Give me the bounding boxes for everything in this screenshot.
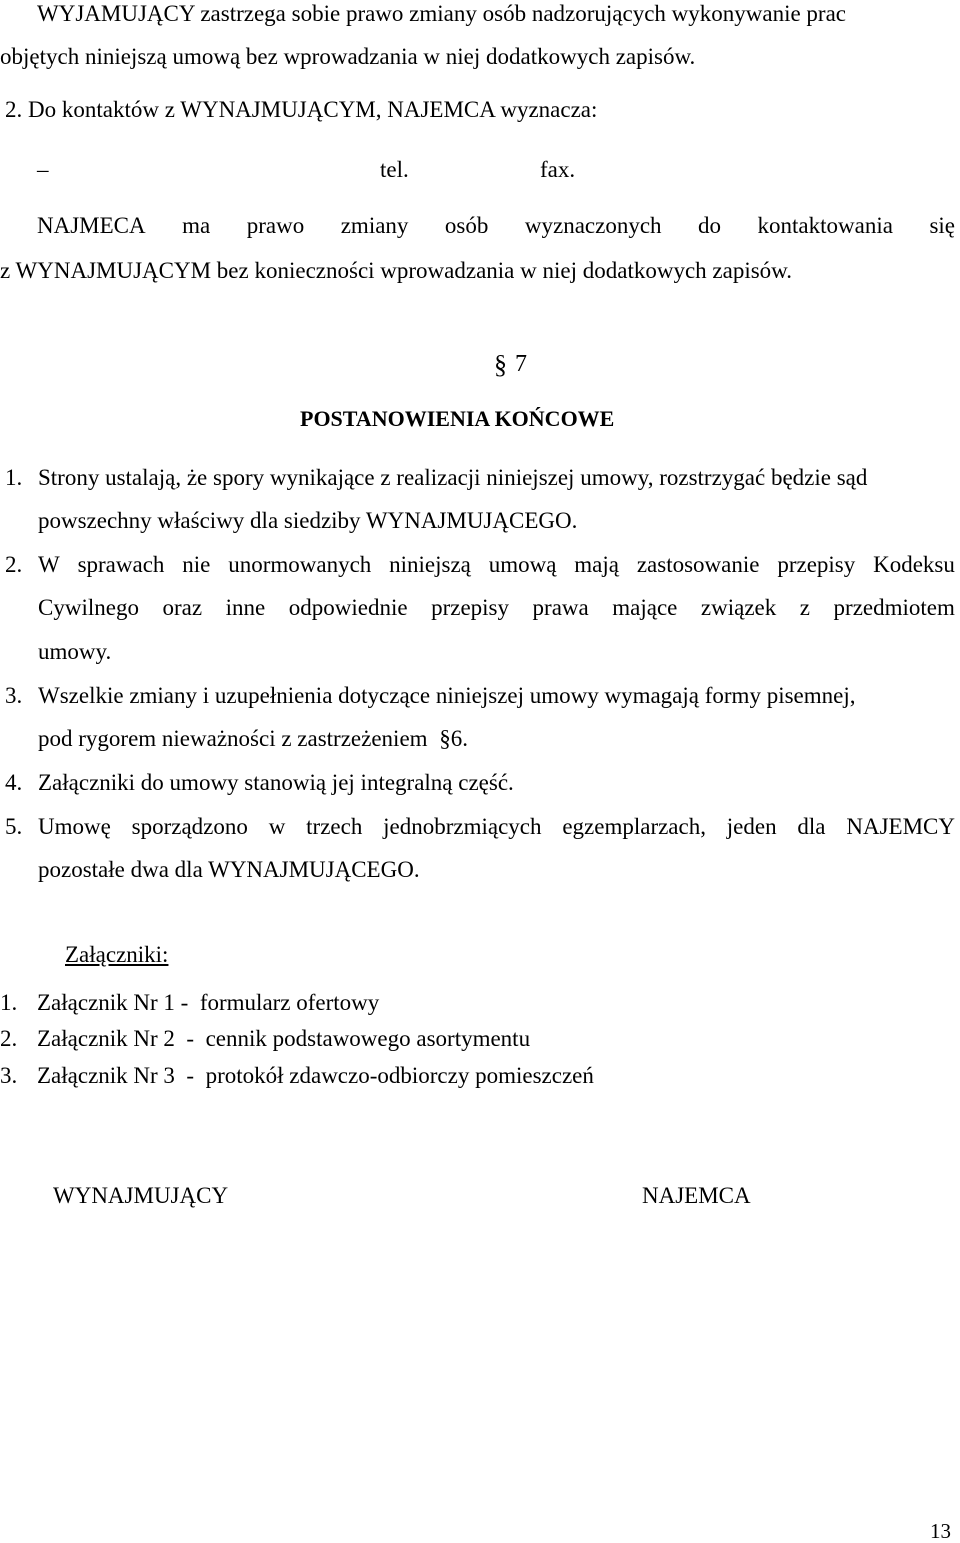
- word: jednobrzmiących: [383, 814, 542, 839]
- word: zastosowanie: [636, 552, 760, 577]
- provision-3-text: pod rygorem nieważności z zastrzeżeniem: [38, 726, 428, 751]
- word: sprawach: [77, 552, 165, 577]
- attachment-2: Załącznik Nr 2 - cennik podstawowego asortymentu: [37, 1026, 531, 1051]
- word: mające: [612, 595, 678, 620]
- section-ref: 6.: [450, 726, 469, 751]
- word: niniejszą: [389, 552, 471, 577]
- word: Umowę: [38, 814, 111, 839]
- word: unormowanych: [228, 552, 372, 577]
- word: odpowiednie: [288, 595, 408, 620]
- attachments-heading: Załączniki:: [65, 942, 169, 967]
- page-number: 13: [930, 1519, 951, 1543]
- word: egzemplarzach,: [562, 814, 706, 839]
- contact-fax: fax.: [540, 157, 576, 182]
- provision-3-line-2: [38, 727, 468, 750]
- word: wyznaczonych: [524, 213, 662, 238]
- word: W: [38, 552, 60, 577]
- word: sporządzono: [131, 814, 248, 839]
- provision-3-number: 3.: [5, 683, 23, 708]
- provision-5-number: 5.: [5, 814, 23, 839]
- word: Kodeksu: [873, 552, 955, 577]
- provision-2-line-3: umowy.: [38, 639, 112, 664]
- signature-landlord: WYNAJMUJĄCY: [53, 1183, 229, 1208]
- word: do: [698, 213, 722, 238]
- intro-line-1: WYJAMUJĄCY zastrzega sobie prawo zmiany osób nadzorujących wykonywanie prac: [37, 1, 847, 26]
- contact-tel: tel.: [380, 157, 409, 182]
- word: NAJMECA: [37, 213, 146, 238]
- word: jeden: [726, 814, 777, 839]
- word: z: [799, 595, 810, 620]
- word: nie: [182, 552, 211, 577]
- word: prawo: [246, 213, 305, 238]
- najemca-line-1: [37, 214, 955, 237]
- attachment-3-number: 3.: [0, 1063, 18, 1088]
- word: kontaktowania: [757, 213, 893, 238]
- word: mają: [574, 552, 619, 577]
- word: przepisy: [777, 552, 856, 577]
- word: ma: [182, 213, 211, 238]
- provision-4-line-1: Załączniki do umowy stanowią jej integralną część.: [38, 770, 514, 795]
- signature-tenant: NAJEMCA: [642, 1183, 751, 1208]
- word: przedmiotem: [833, 595, 955, 620]
- intro-line-2: objętych niniejszą umową bez wprowadzania w niej dodatkowych zapisów.: [0, 44, 696, 69]
- provision-1-line-1: Strony ustalają, że spory wynikające z realizacji niniejszej umowy, rozstrzygać będzie sąd: [38, 465, 868, 490]
- word: trzech: [306, 814, 363, 839]
- najemca-line-2: z WYNAJMUJĄCYM bez konieczności wprowadzania w niej dodatkowych zapisów.: [0, 258, 793, 283]
- provision-1-line-2: powszechny właściwy dla siedziby WYNAJMUJĄCEGO.: [38, 508, 578, 533]
- provision-5-line-1: [38, 815, 955, 838]
- section-sign: §: [439, 726, 451, 751]
- word: NAJEMCY: [846, 814, 955, 839]
- provision-2-line-1: [38, 553, 955, 576]
- word: Cywilnego: [38, 595, 139, 620]
- provision-3-line-1: Wszelkie zmiany i uzupełnienia dotyczące niniejszej umowy wymagają formy pisemnej,: [38, 683, 856, 708]
- section-sign: §: [494, 350, 507, 379]
- word: inne: [225, 595, 266, 620]
- contact-dash: –: [37, 157, 49, 182]
- word: zmiany: [340, 213, 409, 238]
- provision-2-line-2: [38, 596, 955, 619]
- section-number: 7: [515, 351, 527, 377]
- attachment-1-number: 1.: [0, 990, 18, 1015]
- word: prawa: [532, 595, 589, 620]
- word: w: [268, 814, 286, 839]
- section-title: POSTANOWIENIA KOŃCOWE: [300, 406, 615, 431]
- provision-1-number: 1.: [5, 465, 23, 490]
- provision-5-line-2: pozostałe dwa dla WYNAJMUJĄCEGO.: [38, 857, 420, 882]
- word: osób: [444, 213, 489, 238]
- provision-4-number: 4.: [5, 770, 23, 795]
- word: przepisy: [431, 595, 509, 620]
- provision-2-number: 2.: [5, 552, 23, 577]
- word: dla: [797, 814, 826, 839]
- attachment-2-number: 2.: [0, 1026, 18, 1051]
- word: oraz: [162, 595, 203, 620]
- word: związek: [700, 595, 777, 620]
- word: się: [929, 213, 955, 238]
- contact-item: 2. Do kontaktów z WYNAJMUJĄCYM, NAJEMCA wyznacza:: [5, 97, 598, 122]
- attachment-1: Załącznik Nr 1 - formularz ofertowy: [37, 990, 380, 1015]
- attachment-3: Załącznik Nr 3 - protokół zdawczo-odbiorczy pomieszczeń: [37, 1063, 594, 1088]
- word: umową: [488, 552, 557, 577]
